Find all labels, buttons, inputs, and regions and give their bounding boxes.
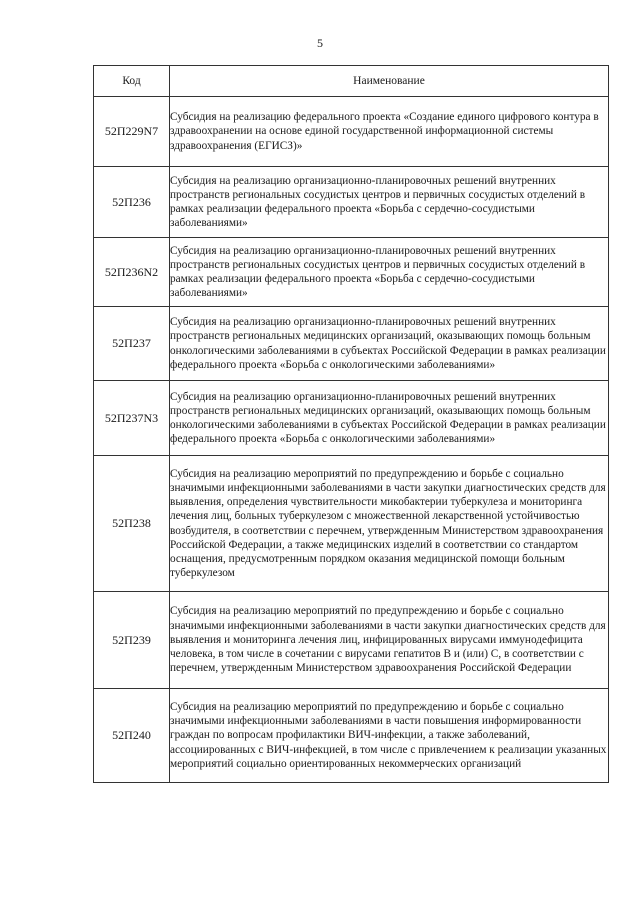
row-name: Субсидия на реализацию мероприятий по предупреждению и борьбе с социально значимыми инфекционными заболеваниями в части закупки диагностических средств для выявления, определения чувствительности микобактерии туберкулеза и мониторинга лечения лиц, больных туберкулезом с множественной лекарственной устойчивостью возбудителя, в соответствии с перечнем, утвержденным Министерством здравоохранения Российской Федерации, а также медицинских изделий в соответствии со стандартом оснащения, предусмотренным порядком оказания медицинской помощи больным туберкулезом <box>170 456 609 592</box>
row-code: 52П238 <box>94 456 170 592</box>
row-name: Субсидия на реализацию организационно-планировочных решений внутренних пространств региональных медицинских организаций, оказывающих помощь больным онкологическими заболеваниями в субъектах Российской Федерации в рамках реализации федерального проекта «Борьба с онкологическими заболеваниями» <box>170 381 609 456</box>
row-code: 52П240 <box>94 689 170 783</box>
header-name: Наименование <box>170 66 609 97</box>
table-row <box>94 238 609 307</box>
header-code: Код <box>94 66 170 97</box>
table-row <box>94 592 609 689</box>
row-code: 52П236N2 <box>94 238 170 307</box>
row-code: 52П236 <box>94 167 170 238</box>
row-code: 52П239 <box>94 592 170 689</box>
row-name: Субсидия на реализацию федерального проекта «Создание единого цифрового контура в здравоохранении на основе единой государственной информационной системы здравоохранения (ЕГИСЗ)» <box>170 97 609 167</box>
row-name: Субсидия на реализацию организационно-планировочных решений внутренних пространств региональных сосудистых центров и первичных сосудистых отделений в рамках реализации федерального проекта «Борьба с сердечно-сосудистыми заболеваниями» <box>170 167 609 238</box>
row-name: Субсидия на реализацию организационно-планировочных решений внутренних пространств региональных медицинских организаций, оказывающих помощь больным онкологическими заболеваниями в субъектах Российской Федерации в рамках реализации федерального проекта «Борьба с онкологическими заболеваниями» <box>170 307 609 381</box>
table-header-row <box>94 66 609 97</box>
row-name: Субсидия на реализацию организационно-планировочных решений внутренних пространств региональных сосудистых центров и первичных сосудистых отделений в рамках реализации федерального проекта «Борьба с сердечно-сосудистыми заболеваниями» <box>170 238 609 307</box>
row-code: 52П229N7 <box>94 97 170 167</box>
table-row <box>94 97 609 167</box>
table-row <box>94 307 609 381</box>
table-row <box>94 689 609 783</box>
row-name: Субсидия на реализацию мероприятий по предупреждению и борьбе с социально значимыми инфекционными заболеваниями в части закупки диагностических средств для выявления и мониторинга лечения лиц, инфицированных вирусами иммунодефицита человека, в том числе в сочетании с вирусами гепатитов В и (или) С, в соответствии с перечнем, утвержденным Министерством здравоохранения Российской Федерации <box>170 592 609 689</box>
codes-table <box>93 65 609 783</box>
row-code: 52П237 <box>94 307 170 381</box>
table-row <box>94 167 609 238</box>
table-row <box>94 381 609 456</box>
table-row <box>94 456 609 592</box>
row-name: Субсидия на реализацию мероприятий по предупреждению и борьбе с социально значимыми инфекционными заболеваниями в части повышения информированности граждан по вопросам профилактики ВИЧ-инфекции, а также заболеваний, ассоциированных с ВИЧ-инфекцией, в том числе с привлечением к реализации указанных мероприятий социально ориентированных некоммерческих организаций <box>170 689 609 783</box>
page-number: 5 <box>317 36 323 50</box>
row-code: 52П237N3 <box>94 381 170 456</box>
